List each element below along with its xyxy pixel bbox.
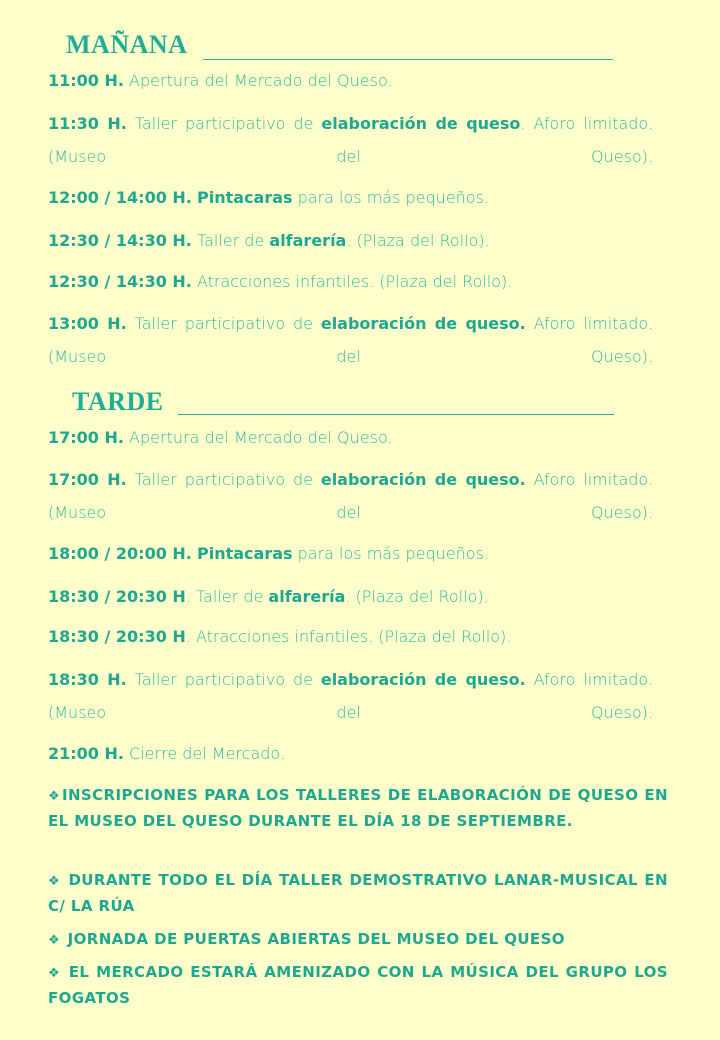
diamond-star-bullet-icon: ❖: [48, 933, 61, 948]
note-item: ❖ JORNADA DE PUERTAS ABIERTAS DEL MUSEO DEL QUESO: [48, 927, 668, 953]
diamond-star-bullet-icon: ❖: [48, 874, 61, 889]
schedule-item: 17:00 H. Taller participativo de elaboración de queso. Aforo limitado. (Museo del Queso).: [48, 470, 654, 522]
schedule-item: 17:00 H. Apertura del Mercado del Queso.: [48, 428, 393, 447]
diamond-star-bullet-icon: ❖: [48, 789, 61, 804]
schedule-item: 11:00 H. Apertura del Mercado del Queso.: [48, 71, 393, 90]
schedule-item: 18:30 / 20:30 H. Taller de alfarería. (Plaza del Rollo).: [48, 587, 489, 606]
schedule-item: 18:00 / 20:00 H. Pintacaras para los más pequeños.: [48, 544, 490, 563]
schedule-item: 12:00 / 14:00 H. Pintacaras para los más pequeños.: [48, 188, 490, 207]
note-item: ❖ DURANTE TODO EL DÍA TALLER DEMOSTRATIVO LANAR-MUSICAL EN C/ LA RÚA: [48, 871, 668, 915]
schedule-item: 21:00 H. Cierre del Mercado.: [48, 744, 286, 763]
schedule-item: 12:30 / 14:30 H. Atracciones infantiles. (Plaza del Rollo).: [48, 272, 513, 291]
schedule-item: 18:30 / 20:30 H. Atracciones infantiles. (Plaza del Rollo).: [48, 627, 512, 646]
schedule-item: 11:30 H. Taller participativo de elaboración de queso. Aforo limitado. (Museo del Queso).: [48, 114, 653, 166]
schedule-item: 13:00 H. Taller participativo de elaboración de queso. Aforo limitado. (Museo del Queso).: [48, 314, 654, 366]
schedule-item: 12:30 / 14:30 H. Taller de alfarería. (Plaza del Rollo).: [48, 231, 490, 250]
schedule-item: 18:30 H. Taller participativo de elaboración de queso. Aforo limitado. (Museo del Queso).: [48, 670, 654, 722]
diamond-star-bullet-icon: ❖: [48, 966, 61, 981]
section-rule-morning: [203, 59, 613, 60]
section-rule-afternoon: [178, 414, 614, 415]
section-title-morning: MAÑANA: [66, 30, 188, 59]
section-title-afternoon: TARDE: [72, 387, 164, 416]
note-item: ❖ EL MERCADO ESTARÁ AMENIZADO CON LA MÚSICA DEL GRUPO LOS FOGATOS: [48, 963, 668, 1007]
note-item: ❖ INSCRIPCIONES PARA LOS TALLERES DE ELABORACIÓN DE QUESO EN EL MUSEO DEL QUESO DURANTE EL DÍA 18 DE SEPTIEMBRE.: [48, 786, 668, 830]
